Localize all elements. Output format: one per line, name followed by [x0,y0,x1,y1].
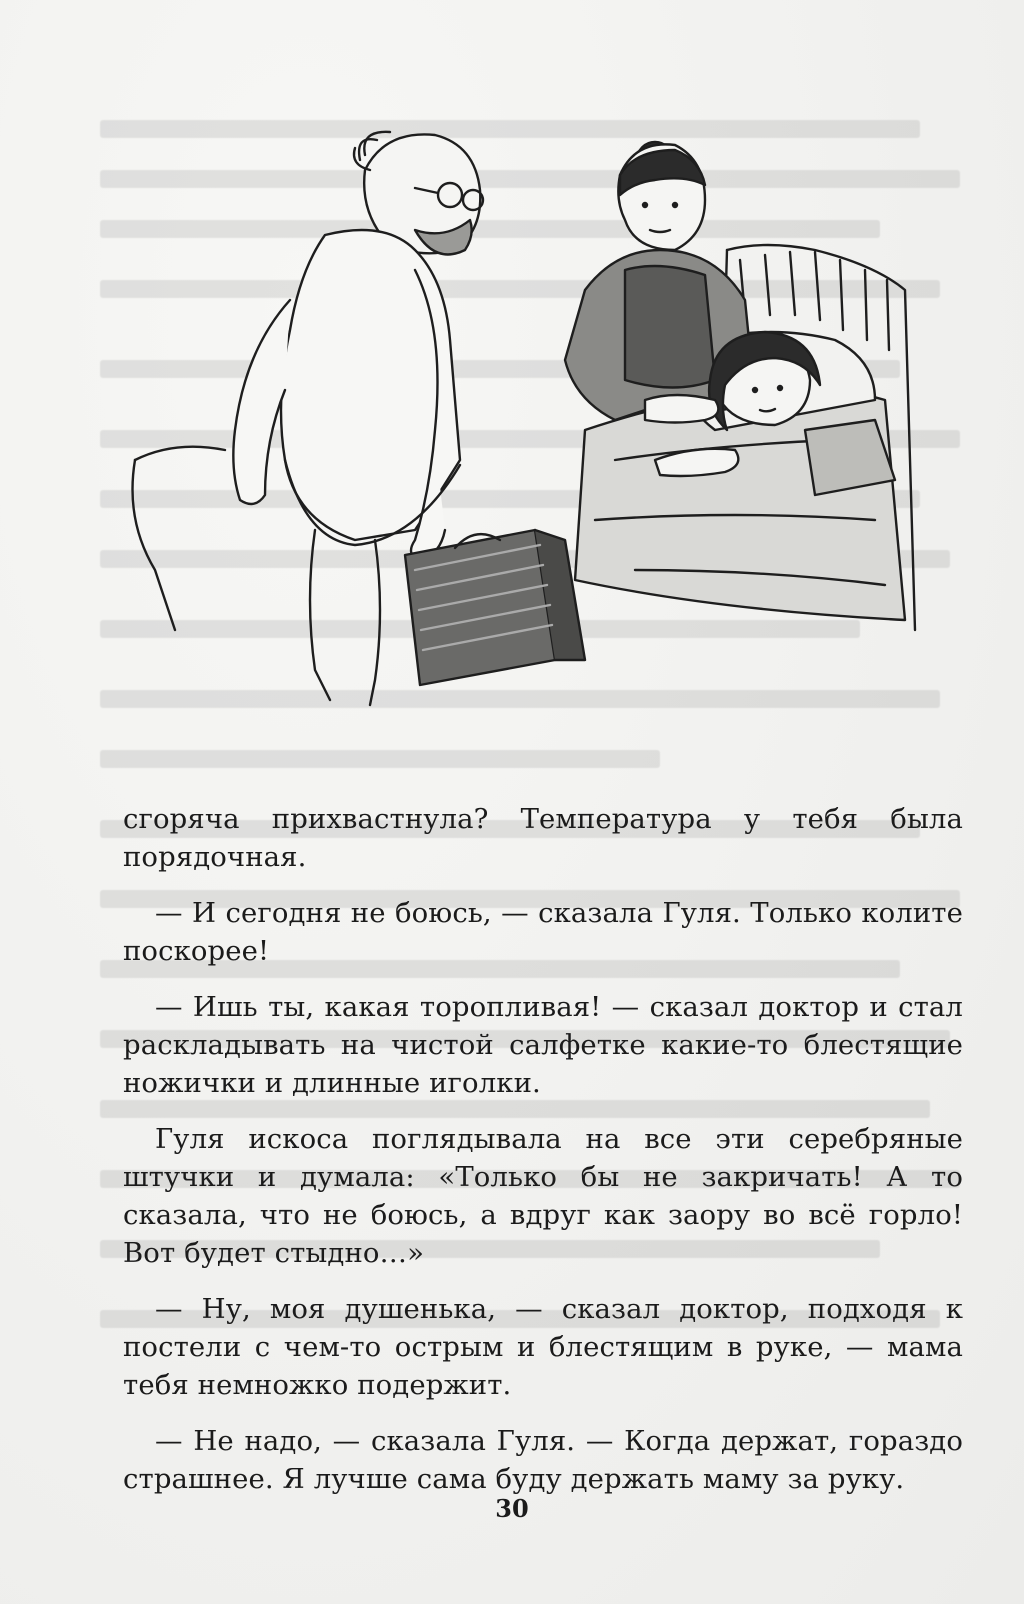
paragraph: — Ну, моя душенька, — сказал доктор, подходя к постели с чем-то острым и блестящим в руке, — мама тебя немножко подержит. [123,1293,963,1401]
page-number: 30 [495,1494,529,1523]
paragraph: — Ишь ты, какая торопливая! — сказал доктор и стал раскладывать на чистой салфетке какие-то блестящие ножички и длинные иголки. [123,991,963,1099]
paragraph: — И сегодня не боюсь, — сказала Гуля. Только колите поскорее! [123,897,963,967]
paragraph: — Не надо, — сказала Гуля. — Когда держат, гораздо страшнее. Я лучше сама буду держать маму за руку. [123,1425,963,1495]
paragraph: сгоряча прихвастнула? Температура у тебя была порядочная. [123,803,963,873]
paragraph: Гуля искоса поглядывала на все эти серебряные штучки и думала: «Только бы не закричать! А то сказала, что не боюсь, а вдруг как заору во всё горло! Вот будет стыдно…» [123,1123,963,1269]
illustration-doctor-visit [115,100,945,720]
body-text [123,800,963,1516]
doctor-bag [405,530,585,685]
